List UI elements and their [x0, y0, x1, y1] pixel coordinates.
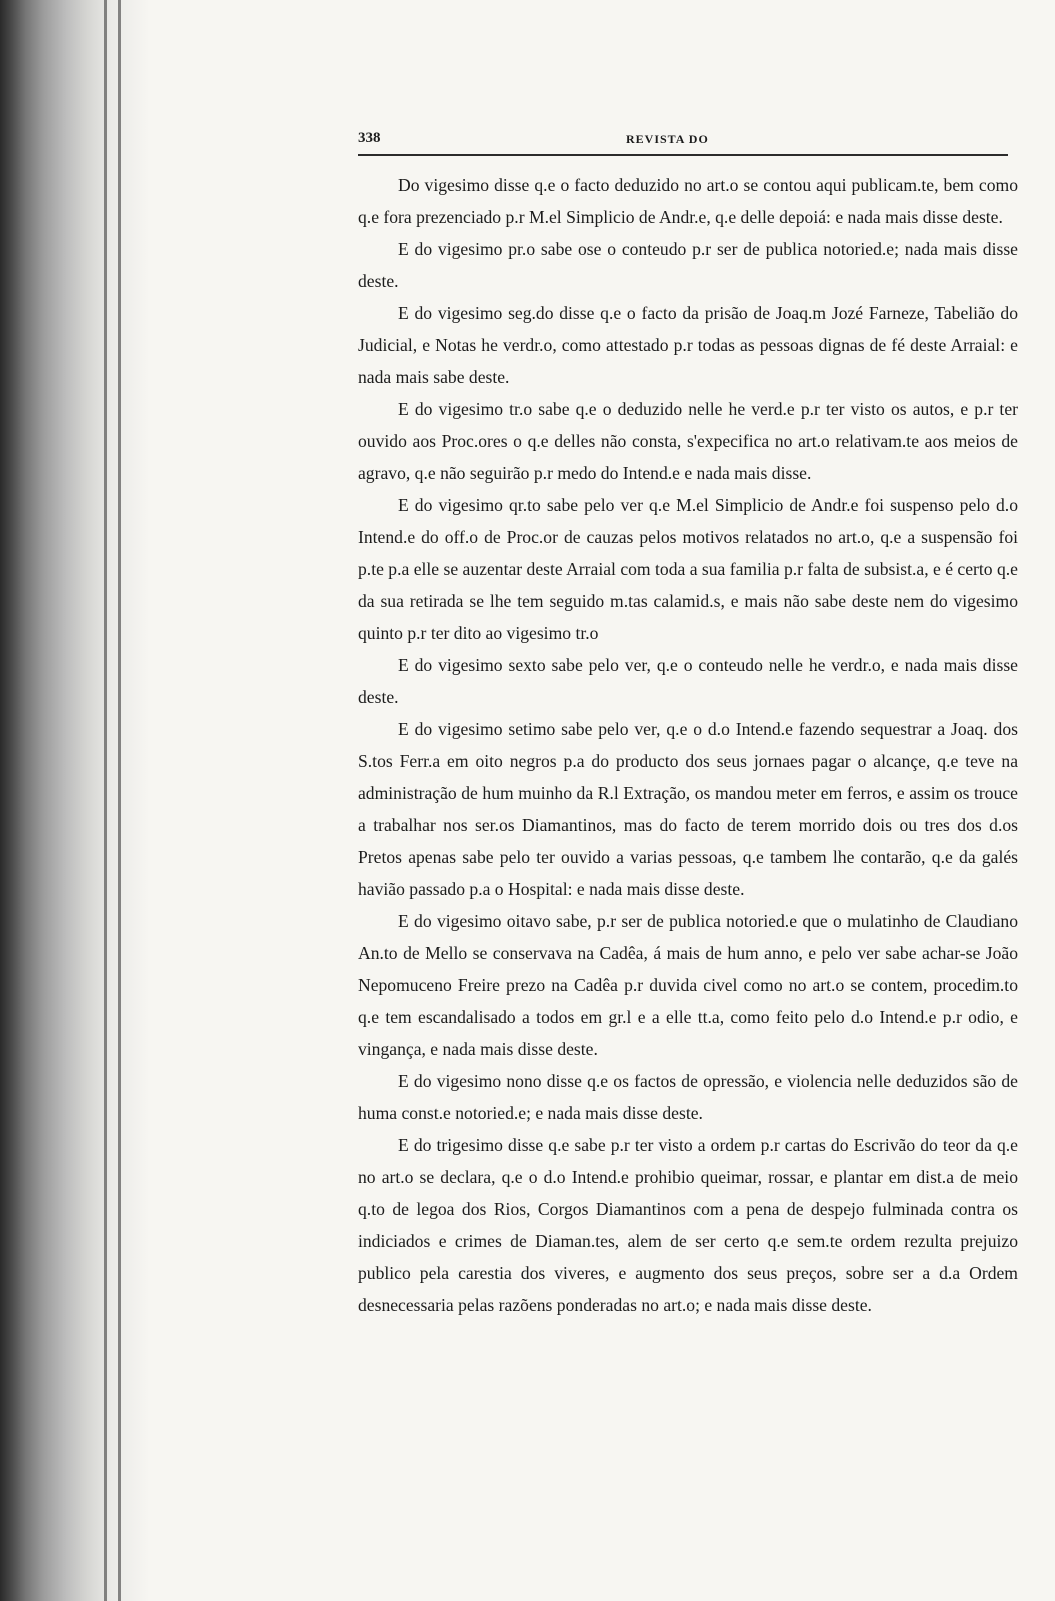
paragraph: Do vigesimo disse q.e o facto deduzido no art.o se contou aqui publicam.te, bem como q.e fora prezenciado p.r M.el Simplicio de Andr.e, q.e delle depoiá: e nada mais disse deste.	[358, 175, 1018, 227]
paragraph: E do vigesimo oitavo sabe, p.r ser de publica notoried.e que o mulatinho de Claudiano An.to de Mello se conservava na Cadêa, á mais de hum anno, e pelo ver sabe achar-se João Nepomuceno Freire prezo na Cadêa p.r duvida civel como no art.o se contem, procedim.to q.e tem escandalisado a todos em gr.l e a elle tt.a, como feito pelo d.o Intend.e p.r odio, e vingança, e nada mais disse deste.	[358, 911, 1018, 1059]
running-title: REVISTA DO	[626, 132, 709, 146]
book-binding-shadow	[0, 0, 150, 1601]
page-header	[358, 130, 1018, 152]
paragraph: E do vigesimo qr.to sabe pelo ver q.e M.el Simplicio de Andr.e foi suspenso pelo d.o Intend.e do off.o de Proc.or de cauzas pelos motivos relatados no art.o, q.e a suspensão foi p.te p.a elle se auzentar deste Arraial com toda a sua familia p.r falta de subsist.a, e é certo q.e da sua retirada se lhe tem seguido m.tas calamid.s, e mais não sabe deste nem do vigesimo quinto p.r ter dito ao vigesimo tr.o	[358, 495, 1018, 643]
paragraph: E do vigesimo seg.do disse q.e o facto da prisão de Joaq.m Jozé Farneze, Tabelião do Judicial, e Notas he verdr.o, como attestado p.r todas as pessoas dignas de fé deste Arraial: e nada mais sabe deste.	[358, 303, 1018, 387]
binding-edge-line	[104, 0, 107, 1601]
paragraph: E do vigesimo sexto sabe pelo ver, q.e o conteudo nelle he verdr.o, e nada mais disse deste.	[358, 655, 1018, 707]
page-number: 338	[358, 130, 381, 146]
paragraph: E do trigesimo disse q.e sabe p.r ter visto a ordem p.r cartas do Escrivão do teor da q.e no art.o se declara, q.e o d.o Intend.e prohibio queimar, rossar, e plantar em dist.a de meio q.to de legoa dos Rios, Corgos Diamantinos com a pena de despejo fulminada contra os indiciados e crimes de Diaman.tes, alem de ser certo q.e sem.te ordem rezulta prejuizo publico pela carestia dos viveres, e augmento dos seus preços, sobre ser a d.a Ordem desnecessaria pelas razõens ponderadas no art.o; e nada mais disse deste.	[358, 1135, 1018, 1315]
book-page	[358, 130, 1018, 1321]
binding-edge-line	[118, 0, 121, 1601]
paragraph: E do vigesimo setimo sabe pelo ver, q.e o d.o Intend.e fazendo sequestrar a Joaq. dos S.tos Ferr.a em oito negros p.a do producto dos seus jornaes pagar o alcançe, q.e teve na administração de hum muinho da R.l Extração, os mandou meter em ferros, e assim os trouce a trabalhar nos ser.os Diamantinos, mas do facto de terem morrido dois ou tres dos d.os Pretos apenas sabe pelo ter ouvido a varias pessoas, q.e tambem lhe contarão, q.e da galés havião passado p.a o Hospital: e nada mais disse deste.	[358, 719, 1018, 899]
header-rule	[358, 154, 1008, 156]
paragraph: E do vigesimo tr.o sabe q.e o deduzido nelle he verd.e p.r ter visto os autos, e p.r ter ouvido aos Proc.ores o q.e delles não consta, s'expecifica no art.o relativam.te aos meios de agravo, q.e não seguirão p.r medo do Intend.e e nada mais disse.	[358, 399, 1018, 483]
page-body	[358, 169, 1018, 1321]
paragraph: E do vigesimo nono disse q.e os factos de opressão, e violencia nelle deduzidos são de huma const.e notoried.e; e nada mais disse deste.	[358, 1071, 1018, 1123]
paragraph: E do vigesimo pr.o sabe ose o conteudo p.r ser de publica notoried.e; nada mais disse deste.	[358, 239, 1018, 291]
